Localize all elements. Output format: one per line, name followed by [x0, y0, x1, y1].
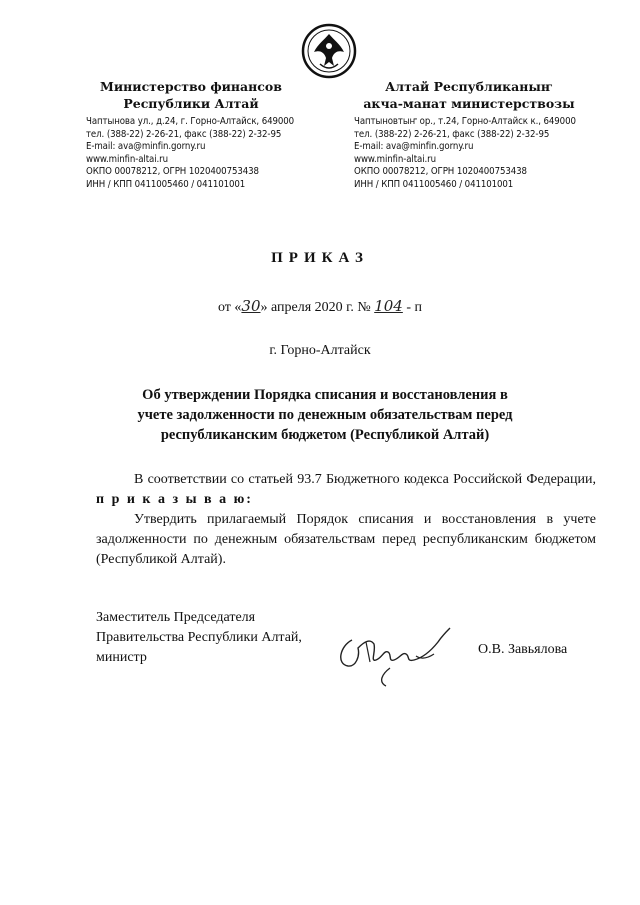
order-date-number — [0, 297, 640, 316]
date-prefix: от « — [217, 300, 242, 315]
inn-ru: ИНН / КПП 0411005460 / 041101001 — [86, 178, 246, 190]
signer-name: О.В. Завьялова — [478, 642, 568, 657]
signatory-line2: Правительства Республики Алтай, — [96, 630, 302, 645]
inn-alt: ИНН / КПП 0411005460 / 041101001 — [354, 178, 514, 190]
date-rest: » апреля 2020 г. № — [260, 300, 371, 315]
okpo-alt: ОКПО 00078212, ОГРН 1020400753438 — [354, 166, 527, 178]
paragraph-approve: Утвердить прилагаемый Порядок списания и восстановления в учете задолженности по денежным обязательствам перед республиканским бюджетом (Республикой Алтай). — [96, 512, 596, 567]
signatory-position — [96, 608, 302, 668]
website-ru: www.minfin-altai.ru — [86, 153, 168, 165]
org-name-alt-line2: акча-манат министерствозы — [363, 96, 575, 111]
paragraph-basis-text: В соответствии со статьей 93.7 Бюджетного кодекса Российской Федерации, — [134, 472, 596, 487]
handwritten-signature-icon — [330, 612, 460, 692]
signatory-line1: Заместитель Председателя — [96, 610, 256, 625]
paragraph-basis — [96, 470, 596, 510]
okpo-ru: ОКПО 00078212, ОГРН 1020400753438 — [86, 166, 259, 178]
order-subject: Об утверждении Порядка списания и восстановления в учете задолженности по денежным обязательствам перед республиканским бюджетом (Республикой Алтай) — [137, 387, 513, 443]
phone-alt: тел. (388-22) 2-26-21, факс (388-22) 2-32-95 — [354, 128, 550, 140]
email-alt: E-mail: ava@minfin.gorny.ru — [354, 141, 474, 153]
order-directive: п р и к а з ы в а ю: — [96, 492, 253, 507]
org-name-alt — [354, 78, 584, 112]
phone-ru: тел. (388-22) 2-26-21, факс (388-22) 2-32-95 — [86, 128, 282, 140]
org-name-alt-line1: Алтай Республиканыҥ — [385, 79, 553, 94]
date-day-handwritten: 30 — [241, 297, 261, 315]
republic-emblem-icon — [300, 22, 358, 80]
signatory-line3: министр — [96, 650, 147, 665]
city-line: г. Горно-Алтайск — [269, 343, 371, 358]
org-name-ru — [86, 78, 296, 112]
website-alt: www.minfin-altai.ru — [354, 153, 436, 165]
org-name-ru-line2: Республики Алтай — [123, 96, 259, 111]
header-left-block — [86, 78, 336, 192]
address-ru: Чаптынова ул., д.24, г. Горно-Алтайск, 649000 — [86, 116, 295, 127]
org-name-ru-line1: Министерство финансов — [100, 79, 282, 94]
order-number-handwritten: 104 — [374, 297, 403, 315]
contacts-ru — [86, 116, 336, 192]
address-alt: Чаптыновтыҥ ор., т.24, Горно-Алтайск к., 649000 — [354, 116, 576, 127]
contacts-alt — [354, 116, 604, 192]
header-right-block — [354, 78, 604, 192]
document-title: ПРИКАЗ — [271, 250, 369, 266]
order-number-suffix: - п — [406, 300, 422, 315]
email-ru: E-mail: ava@minfin.gorny.ru — [86, 141, 206, 153]
